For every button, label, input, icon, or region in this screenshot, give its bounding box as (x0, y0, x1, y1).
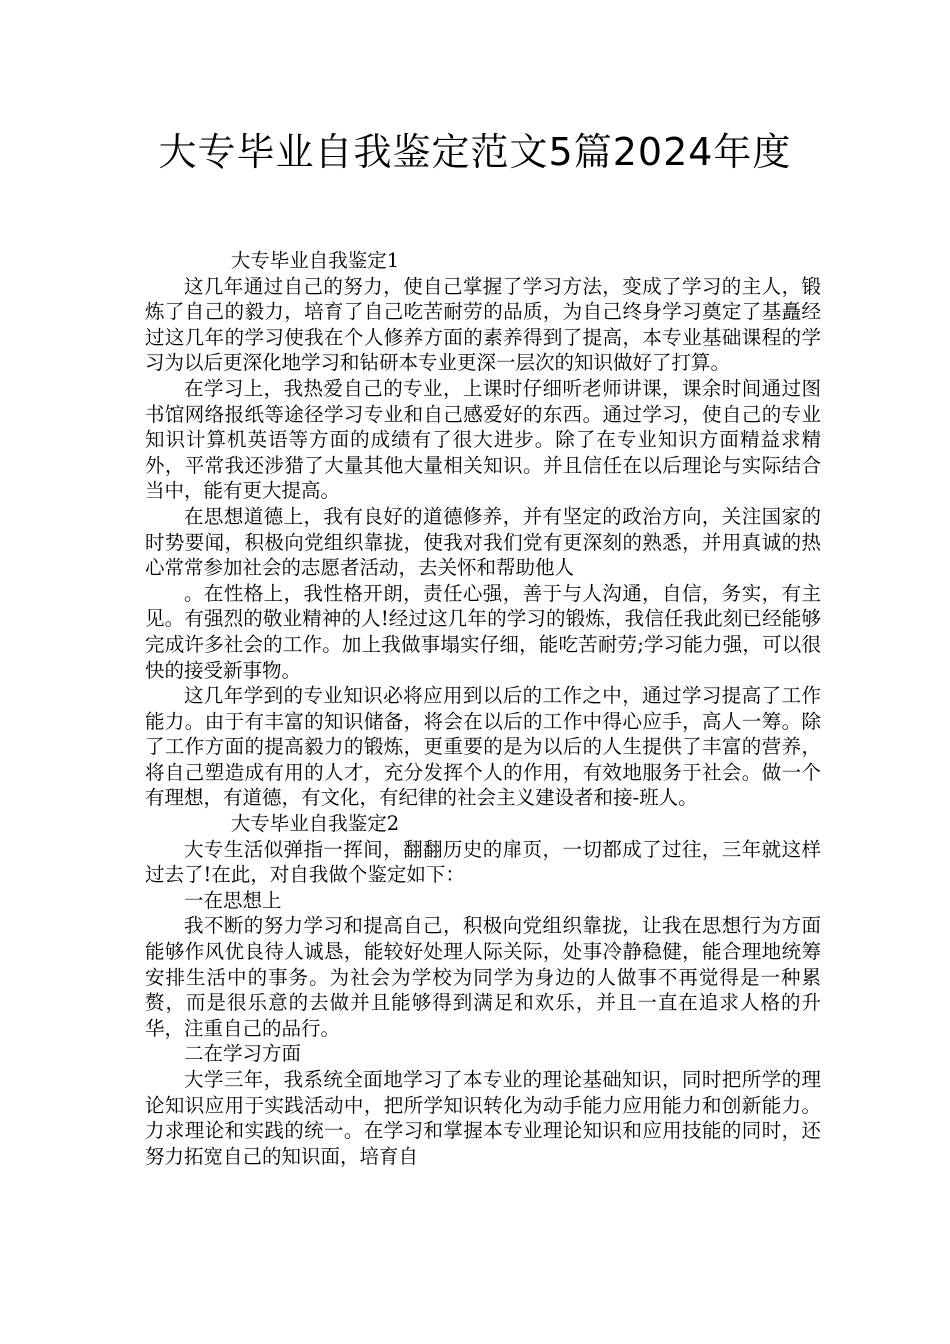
paragraph: 这几年学到的专业知识必将应用到以后的工作之中，通过学习提高了工作能力。由于有丰富的知识储备，将会在以后的工作中得心应手，高人一筹。除了工作方面的提高毅力的锻炼，更重要的是为以后的人生提供了丰富的营养，将自己塑造成有用的人才，充分发挥个人的作用，有效地服务于社会。做一个有理想，有道德，有文化，有纪律的社会主义建设者和接-班人。 (145, 684, 821, 810)
paragraph: 在思想道德上，我有良好的道德修养，并有坚定的政治方向，关注国家的时势要闻，积极向党组织靠拢，使我对我们党有更深刻的熟悉，并用真诚的热心常常参加社会的志愿者活动，去关怀和帮助他人 (145, 504, 821, 580)
section-heading-2: 大专毕业自我鉴定2 (230, 812, 400, 836)
document-body (145, 248, 821, 1169)
paragraph: 大学三年，我系统全面地学习了本专业的理论基础知识，同时把所学的理论知识应用于实践活动中，把所学知识转化为动手能力应用能力和创新能力。力求理论和实践的统一。在学习和掌握本专业理论知识和应用技能的同时，还努力拓宽自己的知识面，培育自 (145, 1068, 821, 1168)
sub-heading-study: 二在学习方面 (184, 1042, 302, 1066)
paragraph: 。在性格上，我性格开朗，责任心强，善于与人沟通，自信，务实，有主见。有强烈的敬业精神的人!经过这几年的学习的锻炼，我信任我此刻已经能够完成许多社会的工作。加上我做事塌实仔细，能吃苦耐劳;学习能力强，可以很快的接受新事物。 (145, 581, 821, 682)
paragraph: 大专生活似弹指一挥间，翻翻历史的扉页，一切都成了过往，三年就这样过去了!在此，对自我做个鉴定如下： (145, 837, 821, 887)
section-heading-1: 大专毕业自我鉴定1 (230, 249, 400, 272)
paragraph: 这几年通过自己的努力，使自己掌握了学习方法，变成了学习的主人，锻炼了自己的毅力，培育了自己吃苦耐劳的品质，为自己终身学习奠定了基矗经过这几年的学习使我在个人修养方面的素养得到了提高，本专业基础课程的学习为以后更深化地学习和钻研本专业更深一层次的知识做好了打算。 (145, 274, 821, 375)
paragraph: 我不断的努力学习和提高自己，积极向党组织靠拢，让我在思想行为方面能够作风优良待人诚恳，能较好处理人际关际，处事冷静稳健，能合理地统筹安排生活中的事务。为社会为学校为同学为身边的人做事不再觉得是一种累赘，而是很乐意的去做并且能够得到满足和欢乐，并且一直在追求人格的升华，注重自己的品行。 (145, 914, 821, 1040)
sub-heading-thought: 一在思想上 (184, 888, 282, 912)
document-title: 大专毕业自我鉴定范文5篇2024年度 (158, 130, 792, 174)
paragraph: 在学习上，我热爱自己的专业，上课时仔细听老师讲课，课余时间通过图书馆网络报纸等途径学习专业和自己感爱好的东西。通过学习，使自己的专业知识计算机英语等方面的成绩有了很大进步。除了在专业知识方面精益求精外，平常我还涉猎了大量其他大量相关知识。并且信任在以后理论与实际结合当中，能有更大提高。 (145, 376, 821, 503)
